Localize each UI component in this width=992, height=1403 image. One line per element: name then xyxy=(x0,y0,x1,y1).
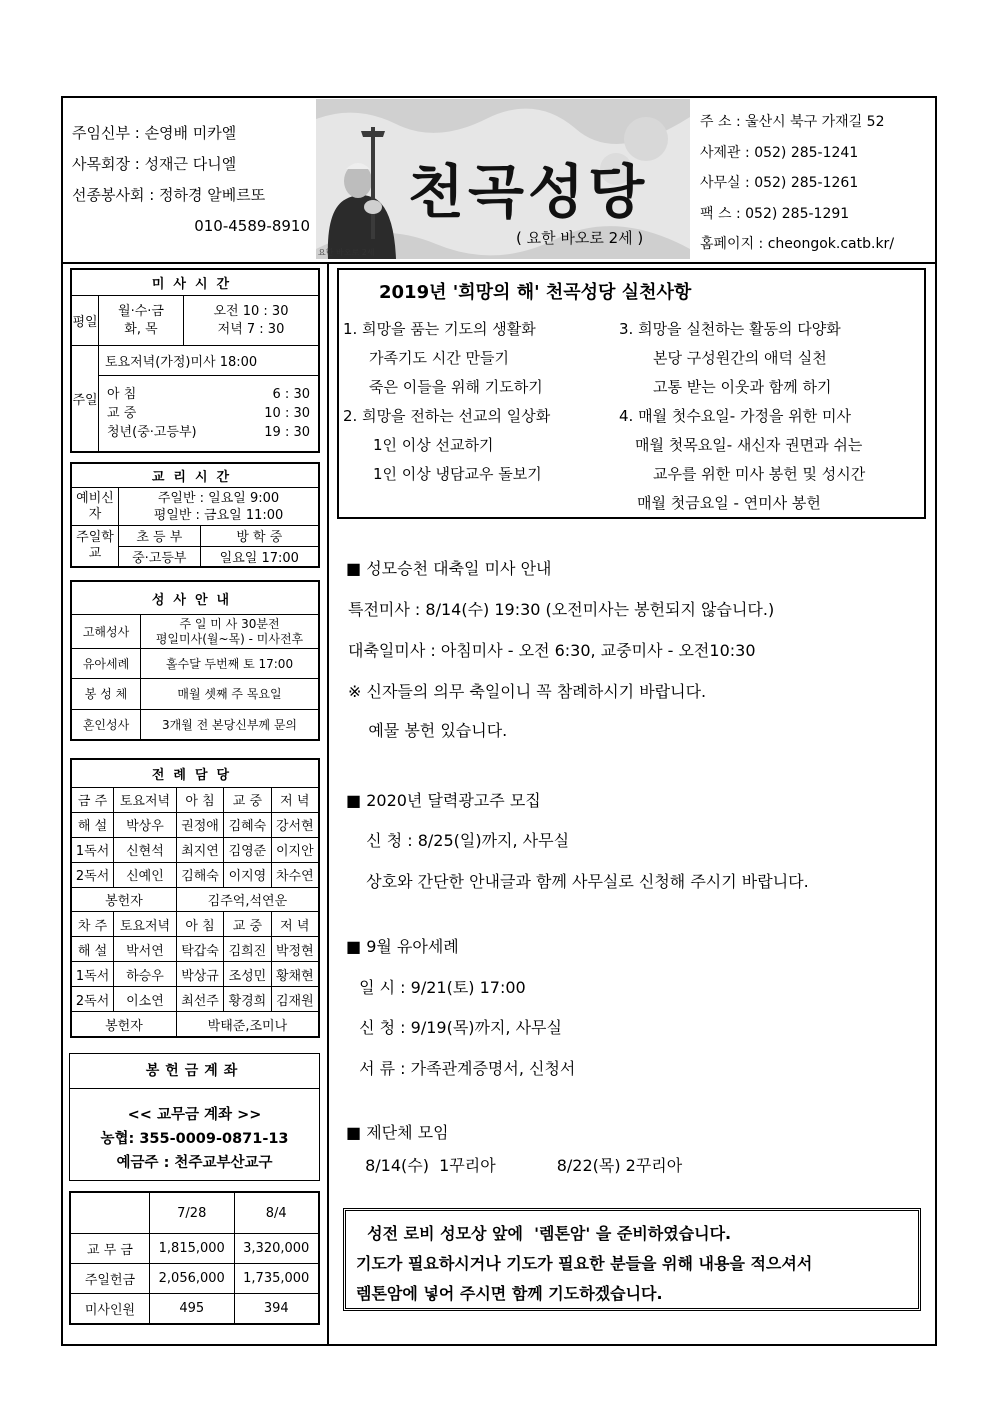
offering-names: 김주억,석연운 xyxy=(176,887,318,912)
notice-line: 신 청 : 9/19(목)까지, 사무실 xyxy=(354,1018,562,1037)
mass-times-box xyxy=(70,268,320,453)
liturgy-cell: 이소연 xyxy=(114,987,177,1012)
sunday-row: 청년(중·고등부) 19 : 30 xyxy=(107,425,310,440)
prayer-line: 기도가 필요하시거나 기도가 필요한 분들을 위해 내용을 적으셔서 xyxy=(356,1254,813,1273)
liturgy-cell: 김혜숙 xyxy=(224,812,271,837)
school-row2b: 일요일 17:00 xyxy=(200,546,318,567)
liturgy-header-cell: 차 주 xyxy=(72,912,114,937)
account-holder: 예금주 : 천주교부산교구 xyxy=(116,1155,273,1171)
sacraments-title: 성사안내 xyxy=(72,582,319,615)
liturgy-cell: 1독서 xyxy=(72,837,114,862)
practice-box xyxy=(337,268,926,519)
liturgy-cell: 김재원 xyxy=(271,987,318,1012)
account-line: << 교무금 계좌 >> xyxy=(127,1107,262,1123)
liturgy-header-cell: 교 중 xyxy=(224,912,271,937)
staff-list xyxy=(72,118,312,242)
prayer-line: 렘톤암에 넣어 주시면 함께 기도하겠습니다. xyxy=(356,1284,663,1303)
notice-line: 예물 봉헌 있습니다. xyxy=(348,721,508,740)
staff-phone: 010-4589-8910 xyxy=(194,217,310,235)
school-label: 주일학교 xyxy=(72,526,119,567)
practice-title: 2019년 '희망의 해' 천곡성당 실천사항 xyxy=(379,282,692,303)
notice-line: ※ 신자들의 의무 축일이니 꼭 참례하시기 바랍니다. xyxy=(348,682,707,701)
notice-title: ■ 9월 유아세례 xyxy=(346,937,459,956)
finance-cell: 1,735,000 xyxy=(234,1264,319,1294)
header-divider xyxy=(61,262,937,264)
liturgy-cell: 신예인 xyxy=(114,862,177,887)
mass-times-title: 미사시간 xyxy=(72,270,319,296)
liturgy-cell: 신현석 xyxy=(114,837,177,862)
adult-row: 평일반 : 금요일 11:00 xyxy=(153,507,284,523)
catechism-title: 교리시간 xyxy=(72,464,319,488)
liturgy-cell: 황채현 xyxy=(271,962,318,987)
signature: 요한 바오로 2세 xyxy=(318,248,375,257)
weekday-time: 오전 10 : 30 xyxy=(213,303,289,319)
finance-header-cell xyxy=(71,1193,150,1234)
notice-line: 대축일미사 : 아침미사 - 오전 6:30, 교중미사 - 오전10:30 xyxy=(348,641,756,660)
finance-cell: 2,056,000 xyxy=(150,1264,235,1294)
notice-line: 신 청 : 8/25(일)까지, 사무실 xyxy=(356,831,570,850)
notice-title: ■ 성모승천 대축일 미사 안내 xyxy=(346,559,552,578)
practice-item: 고통 받는 이웃과 함께 하기 xyxy=(653,378,832,396)
staff-item: 주임신부 : 손영배 미카엘 xyxy=(72,124,237,142)
column-divider xyxy=(327,262,329,1346)
notice-line: 서 류 : 가족관계증명서, 신청서 xyxy=(354,1059,576,1078)
practice-item: 2. 희망을 전하는 선교의 일상화 xyxy=(343,407,551,425)
finance-row-label: 주일헌금 xyxy=(71,1264,150,1294)
contact-address: 주 소 : 울산시 북구 가재길 52 xyxy=(700,114,885,130)
liturgy-cell: 해 설 xyxy=(72,937,114,962)
school-col2: 방 학 중 xyxy=(200,526,318,547)
practice-item: 교우를 위한 미사 봉헌 및 성시간 xyxy=(653,465,866,483)
sacrament-detail: 주 일 미 사 30분전 평일미사(월~목) - 미사전후 xyxy=(141,615,319,649)
notice-line: 특전미사 : 8/14(수) 19:30 (오전미사는 봉헌되지 않습니다.) xyxy=(348,600,775,619)
finance-header-cell: 7/28 xyxy=(150,1193,235,1234)
finance-cell: 495 xyxy=(150,1294,235,1324)
liturgy-cell: 2독서 xyxy=(72,862,114,887)
liturgy-header-cell: 토요저녁 xyxy=(114,912,177,937)
finance-cell: 394 xyxy=(234,1294,319,1324)
liturgy-cell: 황경희 xyxy=(224,987,271,1012)
staff-item: 선종봉사회 : 정하경 알베르또 xyxy=(72,186,266,204)
liturgy-header-cell: 금 주 xyxy=(72,788,114,813)
liturgy-cell: 강서현 xyxy=(271,812,318,837)
account-number: 농협: 355-0009-0871-13 xyxy=(100,1131,289,1147)
liturgy-title: 전례담당 xyxy=(72,760,319,788)
school-col1: 초 등 부 xyxy=(119,526,201,547)
liturgy-cell: 최선주 xyxy=(176,987,223,1012)
finance-cell: 1,815,000 xyxy=(150,1234,235,1264)
church-name: 천곡성당 xyxy=(408,158,649,226)
sacrament-name: 봉 성 체 xyxy=(72,679,141,709)
liturgy-header-cell: 저 녁 xyxy=(271,788,318,813)
contact-rectory: 사제관 : 052) 285-1241 xyxy=(700,144,859,161)
notice-line: 상호와 간단한 안내글과 함께 사무실로 신청해 주시기 바랍니다. xyxy=(356,872,809,891)
liturgy-header-cell: 아 침 xyxy=(176,788,223,813)
liturgy-cell: 최지연 xyxy=(176,837,223,862)
liturgy-cell: 차수연 xyxy=(271,862,318,887)
prayer-line: 성전 로비 성모상 앞에 '렘톤암' 을 준비하였습니다. xyxy=(356,1224,732,1243)
liturgy-cell: 김희진 xyxy=(224,937,271,962)
practice-item: 가족기도 시간 만들기 xyxy=(369,349,509,367)
sacraments-box xyxy=(70,580,320,741)
notice-title: ■ 2020년 달력광고주 모집 xyxy=(346,791,541,810)
weekday-days: 월·수·금 xyxy=(118,303,164,319)
liturgy-cell: 2독서 xyxy=(72,987,114,1012)
offering-label: 봉헌자 xyxy=(72,887,177,912)
sunday-label: 주일 xyxy=(72,346,99,452)
practice-item: 죽은 이들을 위해 기도하기 xyxy=(369,378,543,396)
liturgy-header-cell: 토요저녁 xyxy=(114,788,177,813)
practice-item: 1인 이상 냉담교우 돌보기 xyxy=(373,465,542,483)
saturday-mass: 토요저녁(가정)미사 18:00 xyxy=(99,346,319,376)
sacrament-detail: 3개월 전 본당신부께 문의 xyxy=(141,709,319,739)
finance-cell: 3,320,000 xyxy=(234,1234,319,1264)
liturgy-cell: 김해숙 xyxy=(176,862,223,887)
church-banner xyxy=(316,99,690,259)
practice-item: 4. 매월 첫수요일- 가정을 위한 미사 xyxy=(619,407,851,425)
liturgy-cell: 1독서 xyxy=(72,962,114,987)
finance-header-cell: 8/4 xyxy=(234,1193,319,1234)
sacrament-name: 고해성사 xyxy=(72,615,141,649)
adult-row: 주일반 : 일요일 9:00 xyxy=(157,490,280,506)
liturgy-cell: 탁갑숙 xyxy=(176,937,223,962)
sunday-row: 교 중 10 : 30 xyxy=(107,406,310,421)
practice-item: 본당 구성원간의 애덕 실천 xyxy=(653,349,827,367)
liturgy-cell: 조성민 xyxy=(224,962,271,987)
liturgy-header-cell: 저 녁 xyxy=(271,912,318,937)
liturgy-cell: 해 설 xyxy=(72,812,114,837)
finance-row-label: 교 무 금 xyxy=(71,1234,150,1264)
weekday-label: 평일 xyxy=(72,296,99,346)
liturgy-cell: 박정현 xyxy=(271,937,318,962)
offering-account-box xyxy=(69,1053,320,1181)
notice-title: ■ 제단체 모임 xyxy=(346,1123,449,1142)
practice-item: 1인 이상 선교하기 xyxy=(373,436,494,454)
staff-item: 사목회장 : 성재근 다니엘 xyxy=(72,155,237,173)
liturgy-cell: 이지안 xyxy=(271,837,318,862)
sacrament-name: 혼인성사 xyxy=(72,709,141,739)
practice-item: 매월 첫금요일 - 연미사 봉헌 xyxy=(637,494,821,512)
liturgy-header-cell: 아 침 xyxy=(176,912,223,937)
liturgy-cell: 하승우 xyxy=(114,962,177,987)
liturgy-header-cell: 교 중 xyxy=(224,788,271,813)
liturgy-box xyxy=(70,758,320,1038)
contact-info xyxy=(700,107,930,260)
liturgy-cell: 박상우 xyxy=(114,812,177,837)
offering-label: 봉헌자 xyxy=(72,1012,177,1037)
notice-line: 8/14(수) 1꾸리아 8/22(목) 2꾸리아 xyxy=(360,1156,683,1175)
weekday-days-2: 화, 목 xyxy=(124,321,158,337)
notice-line: 일 시 : 9/21(토) 17:00 xyxy=(354,978,526,997)
sacrament-detail: 홀수달 두번째 토 17:00 xyxy=(141,649,319,679)
sunday-row: 아 침 6 : 30 xyxy=(107,387,310,402)
liturgy-cell: 박서연 xyxy=(114,937,177,962)
school-row2a: 중·고등부 xyxy=(119,546,201,567)
contact-fax: 팩 스 : 052) 285-1291 xyxy=(700,205,850,222)
offering-names: 박태준,조미나 xyxy=(176,1012,318,1037)
contact-homepage[interactable]: 홈페이지 : cheongok.catb.kr/ xyxy=(700,236,895,252)
liturgy-cell: 김영준 xyxy=(224,837,271,862)
contact-office: 사무실 : 052) 285-1261 xyxy=(700,175,859,191)
practice-item: 3. 희망을 실천하는 활동의 다양화 xyxy=(619,320,841,338)
weekday-time-2: 저녁 7 : 30 xyxy=(217,321,285,337)
liturgy-cell: 권정애 xyxy=(176,812,223,837)
offering-account-title: 봉헌금계좌 xyxy=(70,1054,319,1089)
sacrament-detail: 매월 셋째 주 목요일 xyxy=(141,679,319,709)
prayer-box xyxy=(343,1208,921,1311)
sacrament-name: 유아세례 xyxy=(72,649,141,679)
finance-box xyxy=(69,1191,320,1325)
finance-row-label: 미사인원 xyxy=(71,1294,150,1324)
practice-item: 1. 희망을 품는 기도의 생활화 xyxy=(343,320,536,338)
liturgy-cell: 이지영 xyxy=(224,862,271,887)
liturgy-cell: 박상규 xyxy=(176,962,223,987)
patron-saint: ( 요한 바오로 2세 ) xyxy=(516,229,644,247)
catechism-box xyxy=(70,462,320,568)
practice-item: 매월 첫목요일- 새신자 권면과 쉬는 xyxy=(635,436,863,454)
adult-label: 예비신자 xyxy=(72,488,119,526)
